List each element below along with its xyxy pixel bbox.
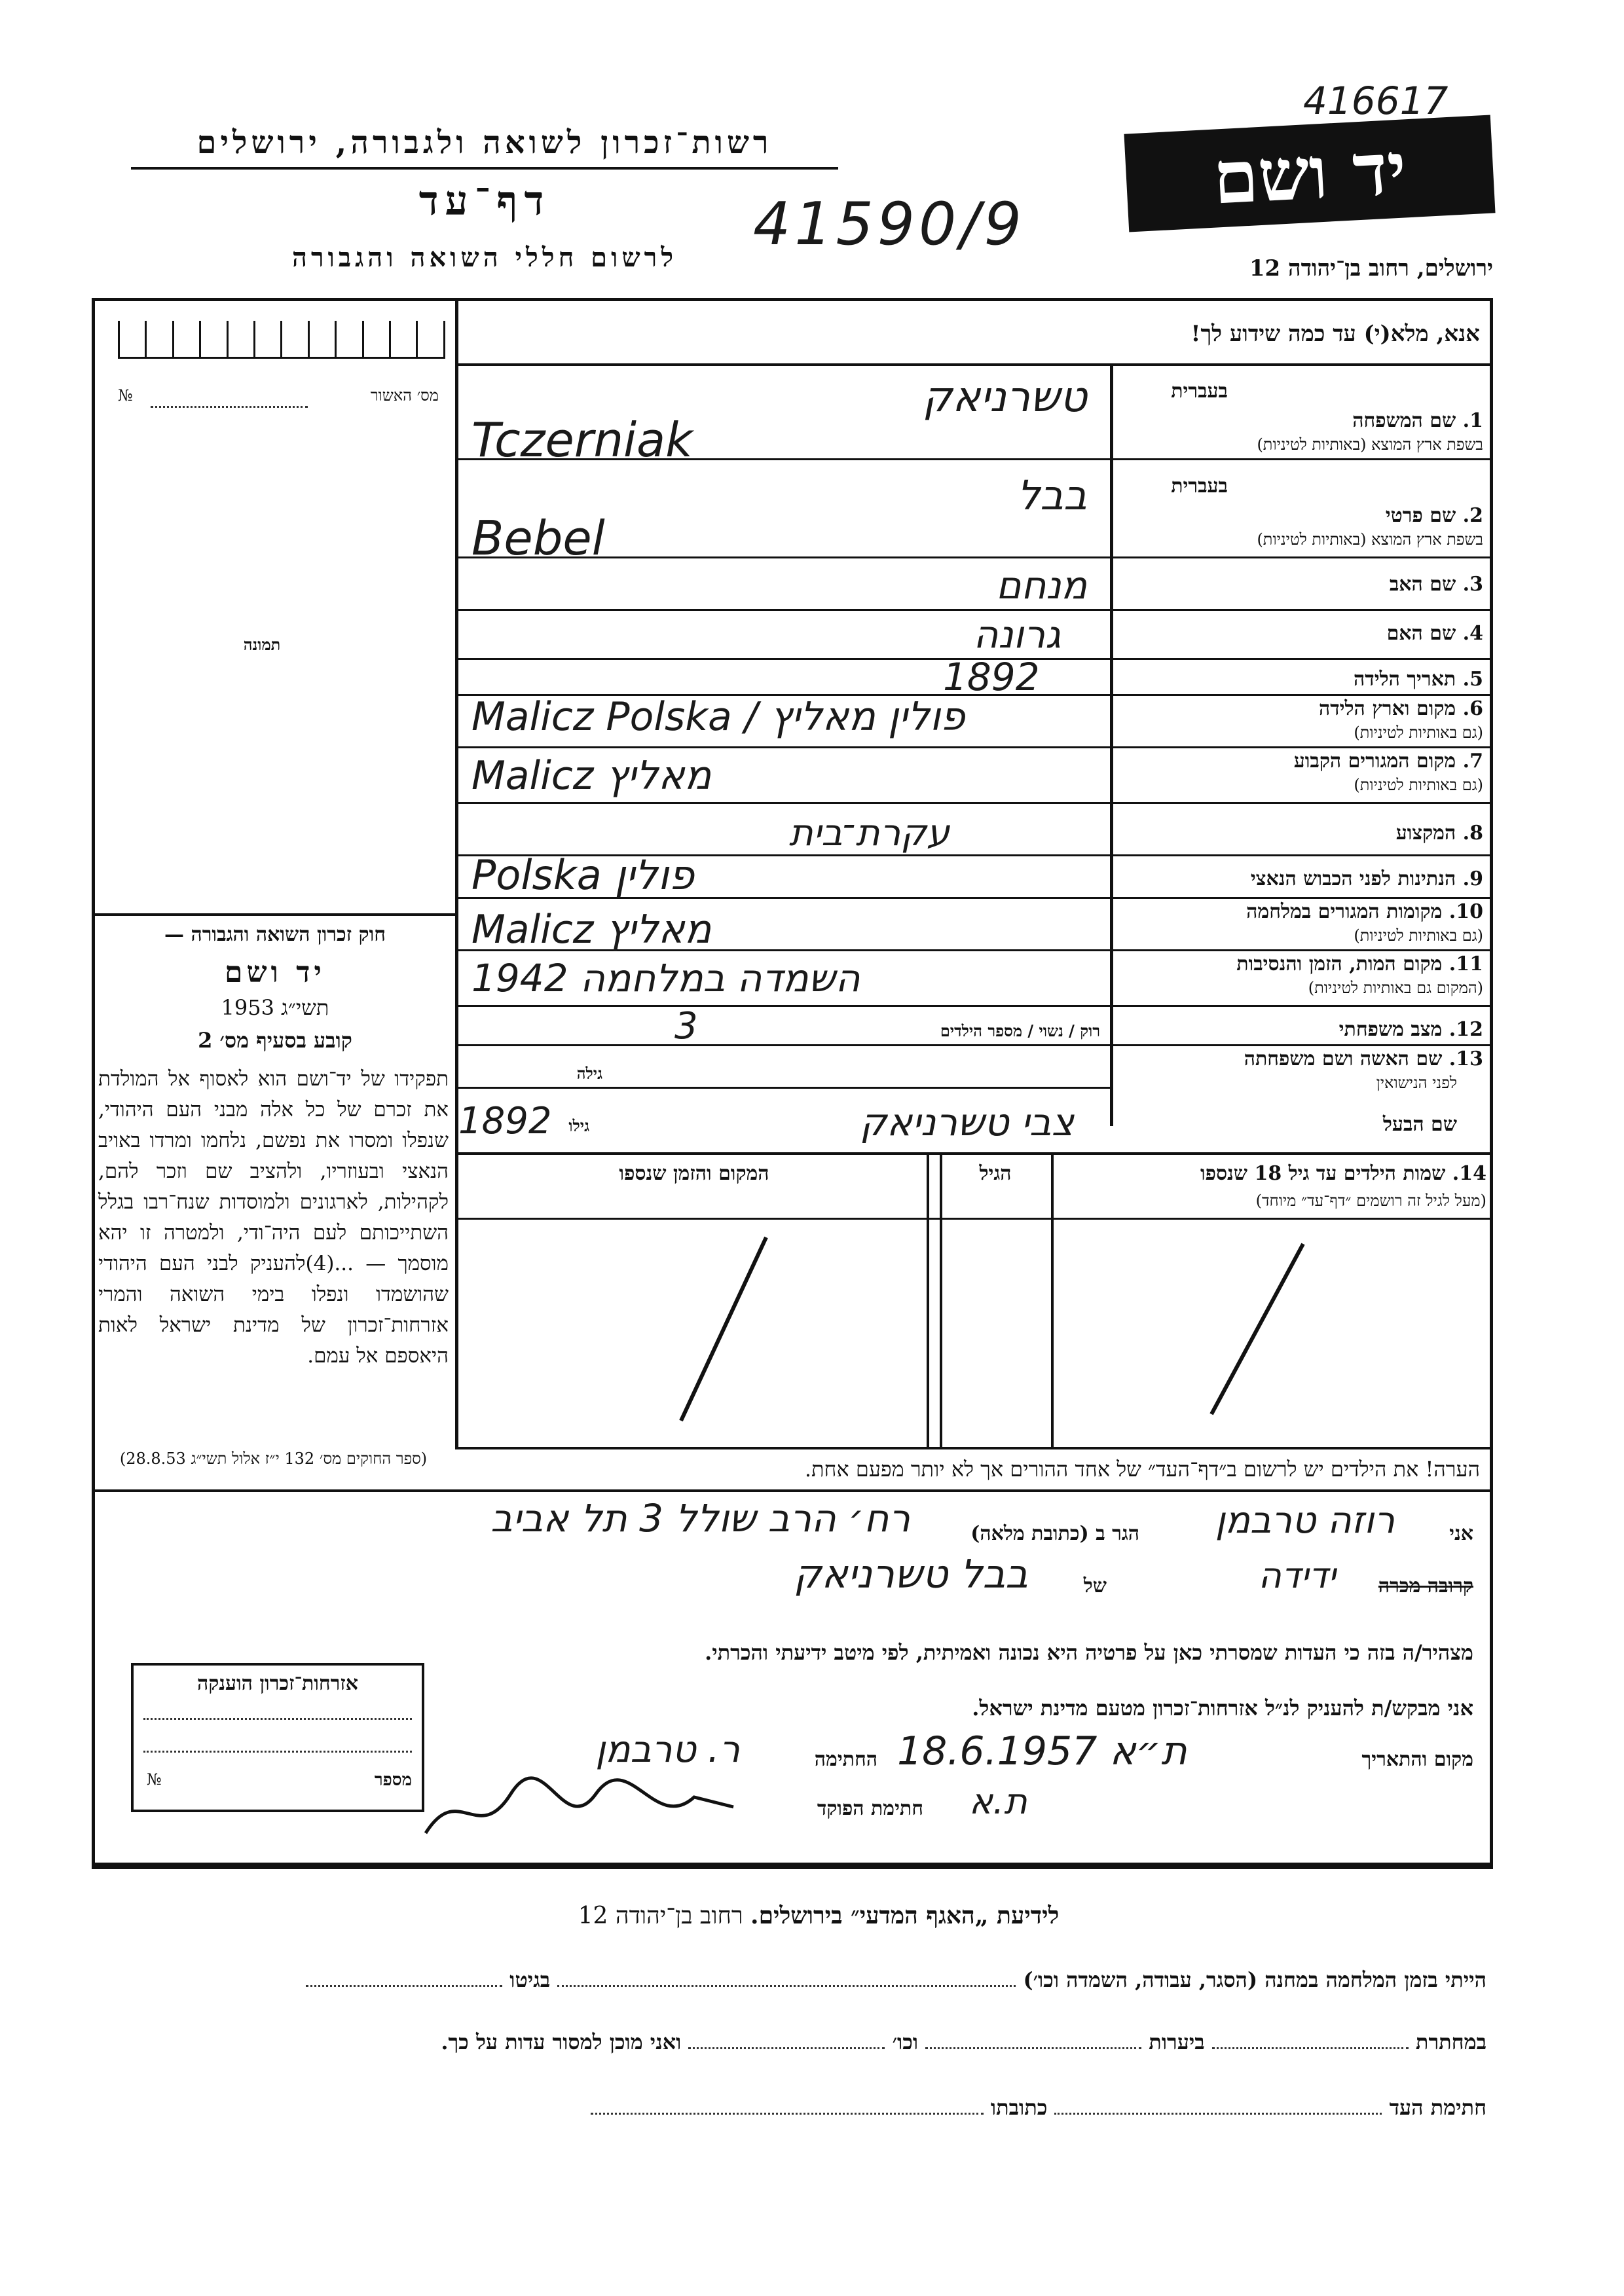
rule: [1110, 949, 1493, 951]
rule: [458, 609, 1110, 611]
top-row-divider: [455, 363, 1493, 366]
field-2-num: 2.: [1462, 504, 1483, 527]
rule: [1110, 1044, 1493, 1046]
law-reference: (ספר החוקים מס׳ 132 י״ז אלול תשי״ג 28.8.53): [119, 1449, 428, 1468]
note: הערה! את הילדים יש לרשום ב״דף־העד״ של אחד ההורים אך לא יותר מפעם אחת.: [804, 1457, 1480, 1482]
signature-value: ר. טרבמן: [595, 1728, 740, 1771]
declaration-request: אני מבקש/ת להעניק לנ״ל אזרחות־זכרון מטעם מדינת ישראל.: [972, 1696, 1473, 1721]
footer-witness-sig-label: חתימת העד: [1389, 2095, 1486, 2120]
husband-age: 1892: [458, 1100, 552, 1142]
footer-ghetto-label: בגיטו: [509, 1967, 551, 1992]
field-13-label: 13. שם האשה ושם משפחתה: [1244, 1048, 1483, 1070]
husband-age-label: גילו: [568, 1116, 589, 1135]
field-4-label: 4. שם האם: [1386, 622, 1483, 645]
field-10-label: 10. מקומות המגורים במלחמה: [1246, 900, 1483, 923]
death-place-time: 1942 השמדה במלחמה: [471, 956, 860, 1000]
field-10-sub: (גם באותיות לטיניות): [1354, 926, 1483, 945]
footer-rule: [92, 1866, 1493, 1869]
signature-label: החתימה: [814, 1748, 877, 1771]
children-strike-lines: [458, 1218, 1493, 1447]
law-top-rule: [92, 913, 455, 916]
footer-line-1: [98, 1967, 1486, 1992]
footer-camp-label: הייתי בזמן המלחמה במחנה (הסגר, עבודה, השמדה וכו׳): [1023, 1967, 1486, 1992]
citizenship: Polska פולין: [471, 851, 695, 899]
form-stamp-number: 41590/9: [753, 190, 1025, 259]
rule: [1110, 854, 1493, 856]
law-year-row: [101, 995, 449, 1020]
mother-name: גרונה: [973, 612, 1061, 657]
field-2-sub: בשפת ארץ המוצא (באותיות לטיניות): [1257, 530, 1483, 549]
law-year: 1953: [221, 995, 274, 1020]
footer-underground-label: במחתרת: [1415, 2030, 1486, 2054]
citizenship-no-label: מספר: [374, 1770, 412, 1790]
children-strike-left: [681, 1237, 766, 1421]
rule: [458, 1152, 1493, 1155]
note-bottom-rule: [92, 1489, 1493, 1492]
citizenship-box-line: [143, 1751, 412, 1753]
footer-etc-label: וכו׳: [892, 2030, 919, 2054]
footer-witness-address-label: כתובתו: [990, 2095, 1048, 2120]
field-11-sub: (המקום גם באותיות לטיניות): [1308, 979, 1483, 997]
law-text: תפקידו של יד־ושם הוא לאסוף אל המולדת את זכרם של כל אלה מבני העם היהודי, שנפלו ומסרו את נפשם, נלחמו ומרדו באויב הנאצי ובעוזריו, ולהציב שם וזכר להם, לקהילות, לארגונים ולמוסדות שנח־רבו בגלל השתייכותם לעם היה־ודי, ולמטרה זו יהא מוסמך — ...(4)להעניק לבני העם היהודי שהושמדו ונפלו בימי השואה והמרי אזרחות־זכרון של מדינת ישראל לאות היאספם אל עמם.: [98, 1067, 449, 1368]
children-label: 14. שמות הילדים עד גיל 18 שנספו: [1200, 1162, 1486, 1185]
rule: [1110, 746, 1493, 748]
field-12-label: 12. מצב משפחתי: [1338, 1018, 1483, 1041]
declarant-address: רח׳ הרב שולל 3 תל אביב: [490, 1496, 910, 1540]
wife-age-label: גילה: [576, 1064, 602, 1083]
children-count: 3: [674, 1005, 698, 1048]
rule: [1110, 556, 1493, 558]
officer-initials: ת.א: [969, 1781, 1027, 1822]
of-label: של: [1083, 1575, 1107, 1597]
rule: [458, 746, 1110, 748]
citizenship-no-mark: №: [147, 1770, 162, 1789]
surname-latin: Tczerniak: [471, 412, 693, 467]
of-value: בבל טשרניאק: [794, 1552, 1028, 1597]
field-6-sub: (גם באותיות לטיניות): [1354, 723, 1483, 742]
authority-name: רשות־זכרון לשואה ולגבורה, ירושלים: [196, 124, 773, 161]
footer-line-3: [98, 2095, 1486, 2120]
footer-address: רחוב בן־יהודה 12: [578, 1903, 743, 1929]
field-1-sub: בשפת ארץ המוצא (באותיות לטיניות): [1257, 435, 1483, 454]
footer-line-2: [98, 2030, 1486, 2054]
law-year-hebrew: תשי״ג: [281, 995, 329, 1020]
declaration-live-label: הגר ב (כתובת מלאה): [970, 1522, 1139, 1545]
field-1-heb-tag: בעברית: [1171, 380, 1228, 403]
field-6-label: 6. מקום וארץ הלידה: [1318, 697, 1483, 720]
rule: [458, 1087, 1110, 1089]
firstname-latin: Bebel: [471, 511, 605, 566]
rule: [1110, 609, 1493, 611]
authority-underline: [131, 167, 838, 170]
logo: יד ושם: [1124, 115, 1495, 232]
field-1-num: 1.: [1462, 409, 1483, 432]
rule: [1110, 897, 1493, 899]
law-heading: חוק זכרון השואה והגבורה —: [164, 923, 386, 946]
form-subtitle: לרשום חללי השואה והגבורה: [291, 242, 678, 273]
family-status-options: רוק / נשוי / מספר הילדים: [940, 1021, 1100, 1040]
rule: [1110, 802, 1493, 804]
surname-hebrew: טשרניאק: [922, 373, 1087, 422]
field-2-heb-tag: בעברית: [1171, 475, 1228, 498]
footer-title-text: לידיעת „האגף המדעי״ בירושלים.: [750, 1902, 1060, 1929]
footer-title: [458, 1902, 1179, 1929]
citizenship-box: [131, 1663, 424, 1812]
children-age-header: הגיל: [979, 1162, 1012, 1185]
tally-marks: [118, 321, 445, 359]
rule: [1110, 658, 1493, 660]
footer-ready-label: ואני מוכן למסור עדות על כך.: [441, 2030, 682, 2054]
declarant-name: רוזה טרבמן: [1215, 1499, 1395, 1542]
relation-value: ידידה: [1258, 1555, 1336, 1596]
approval-no-mark: №: [118, 386, 133, 405]
firstname-hebrew: בבל: [1017, 471, 1087, 519]
field-8-label: 8. המקצוע: [1395, 822, 1483, 845]
field-5-label: 5. תאריך הלידה: [1354, 668, 1483, 691]
rule: [458, 802, 1110, 804]
citizenship-box-title: אזרחות־זכרון הוענקה: [196, 1672, 359, 1695]
father-name: מנחם: [996, 563, 1087, 608]
declaration-i-label: אני: [1449, 1522, 1473, 1545]
field-1-text: שם המשפחה: [1352, 409, 1456, 432]
field-2-text: שם פרטי: [1385, 504, 1456, 527]
rule: [1110, 694, 1493, 696]
fields-divider: [1110, 363, 1113, 1126]
birth-date: 1892: [943, 655, 1040, 699]
archive-number: 416617: [1303, 79, 1449, 123]
husband-label: שם הבעל: [1382, 1113, 1457, 1136]
approval-label: מס׳ האשור: [370, 386, 439, 405]
children-strike-right: [1211, 1244, 1303, 1414]
wartime-residence: Malicz מאליץ: [471, 907, 712, 953]
field-7-label: 7. מקום המגורים הקבוע: [1293, 750, 1483, 773]
approval-line: [151, 406, 308, 408]
field-3-label: 3. שם האב: [1389, 573, 1483, 596]
address: ירושלים, רחוב בן־יהודה 12: [1249, 255, 1493, 282]
occupation: עקרת־בית: [788, 812, 950, 854]
field-1-label: [1116, 409, 1483, 432]
officer-signature: [419, 1768, 747, 1853]
declaration-statement: מצהיר/ה בזה כי העדות שמסרתי כאן על פרטיה היא נכונה ואמיתית, לפי מיטב ידיעתי והכרתי.: [705, 1640, 1473, 1665]
footer-forests-label: ביערות: [1149, 2030, 1205, 2054]
field-13-sub: לפני הנישואין: [1376, 1074, 1457, 1092]
field-2-label: [1116, 504, 1483, 527]
photo-label: תמונה: [243, 635, 281, 654]
children-sub: (מעל לגיל זה רושמים ״דף־עד״ מיוחד): [1255, 1192, 1486, 1210]
date-label: מקום והתאריך: [1361, 1748, 1473, 1771]
form-title: דף־עד: [418, 177, 551, 225]
field-11-label: 11. מקום המות, הזמן והנסיבות: [1236, 953, 1483, 975]
rule: [458, 1005, 1110, 1007]
law-name: יד ושם: [225, 956, 325, 989]
residence: Malicz מאליץ: [471, 753, 712, 799]
field-7-sub: (גם באותיות לטיניות): [1354, 776, 1483, 794]
rule: [1110, 1005, 1493, 1007]
please-fill: אנא, מלא(י) עד כמה שידוע לך!: [1190, 321, 1480, 347]
date-value: 18.6.1957 ת״א: [897, 1728, 1187, 1774]
children-place-header: המקום והזמן שנספו: [619, 1162, 769, 1185]
officer-label: חתימת הפוקד: [817, 1797, 923, 1820]
relation-label: קרובה מכרה: [1378, 1575, 1473, 1597]
rule: [1110, 458, 1493, 460]
law-section: קובע בסעיף מס׳ 2: [198, 1028, 352, 1053]
field-9-label: 9. הנתינות לפני הכבוש הנאצי: [1250, 867, 1483, 890]
note-top-rule: [455, 1447, 1493, 1449]
husband-name: צבי טשרניאק: [860, 1100, 1074, 1144]
birthplace: Malicz Polska / פולין מאליץ: [471, 694, 965, 740]
rule: [458, 1044, 1110, 1046]
citizenship-box-line: [143, 1718, 412, 1720]
